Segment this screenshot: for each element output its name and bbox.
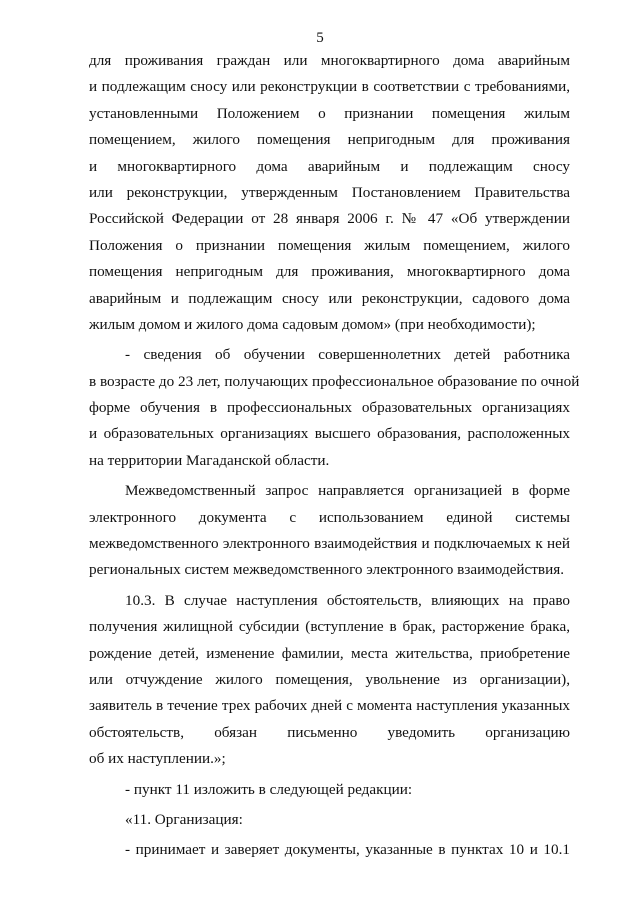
paragraph-p6	[89, 807, 570, 833]
text-line: аварийным и подлежащим сносу или реконструкции, садового дома	[89, 289, 570, 307]
text-line: или реконструкции, утвержденным Постановлением Правительства	[89, 183, 570, 201]
text-line: установленными Положением о признании помещения жилым	[89, 104, 570, 122]
text-line: заявитель в течение трех рабочих дней с момента наступления указанных	[89, 697, 570, 715]
text-line: Межведомственный запрос направляется организацией в форме	[125, 482, 570, 500]
paragraph-p1	[89, 48, 570, 338]
text-line: электронного документа с использованием единой системы	[89, 508, 570, 526]
text-line: жилым домом и жилого дома садовым домом» (при необходимости);	[89, 315, 536, 333]
text-line: форме обучения в профессиональных образовательных организациях	[89, 399, 570, 417]
text-line: или отчуждение жилого помещения, увольнение из организации),	[89, 670, 570, 688]
text-line: - сведения об обучении совершеннолетних детей работника	[125, 346, 570, 364]
text-line: - пункт 11 изложить в следующей редакции:	[125, 780, 413, 798]
paragraph-p7	[89, 837, 570, 863]
text-line: в возрасте до 23 лет, получающих профессиональное образование по очной	[89, 372, 580, 390]
text-line: обстоятельств, обязан письменно уведомить организацию	[89, 723, 570, 741]
text-line: межведомственного электронного взаимодействия и подключаемых к ней	[89, 535, 570, 553]
text-line: получения жилищной субсидии (вступление в брак, расторжение брака,	[89, 618, 570, 636]
text-line: и многоквартирного дома аварийным и подлежащим сносу	[89, 157, 570, 175]
text-line: на территории Магаданской области.	[89, 451, 330, 469]
text-line: Положения о признании помещения жилым помещением, жилого	[89, 236, 570, 254]
paragraph-p2	[89, 342, 580, 474]
text-line: для проживания граждан или многоквартирного дома аварийным	[89, 52, 570, 69]
page-number: 5	[316, 30, 324, 46]
text-line: об их наступлении.»;	[89, 750, 226, 768]
text-line: и образовательных организациях высшего образования, расположенных	[89, 425, 570, 443]
paragraph-p4	[89, 588, 570, 773]
text-line: «11. Организация:	[125, 810, 243, 828]
text-line: помещением, жилого помещения непригодным для проживания	[89, 131, 570, 149]
paragraph-p3	[89, 478, 570, 584]
text-line: региональных систем межведомственного электронного взаимодействия.	[89, 561, 565, 579]
text-line: - принимает и заверяет документы, указанные в пунктах 10 и 10.1	[125, 841, 570, 859]
text-line: помещения непригодным для проживания, многоквартирного дома	[89, 263, 570, 281]
text-line: рождение детей, изменение фамилии, места жительства, приобретение	[89, 644, 570, 662]
text-line: 10.3. В случае наступления обстоятельств, влияющих на право	[125, 591, 570, 609]
document-body	[89, 48, 580, 864]
text-line: Российской Федерации от 28 января 2006 г. № 47 «Об утверждении	[89, 210, 570, 228]
paragraph-p5	[89, 777, 570, 803]
text-line: и подлежащим сносу или реконструкции в соответствии с требованиями,	[89, 78, 570, 96]
